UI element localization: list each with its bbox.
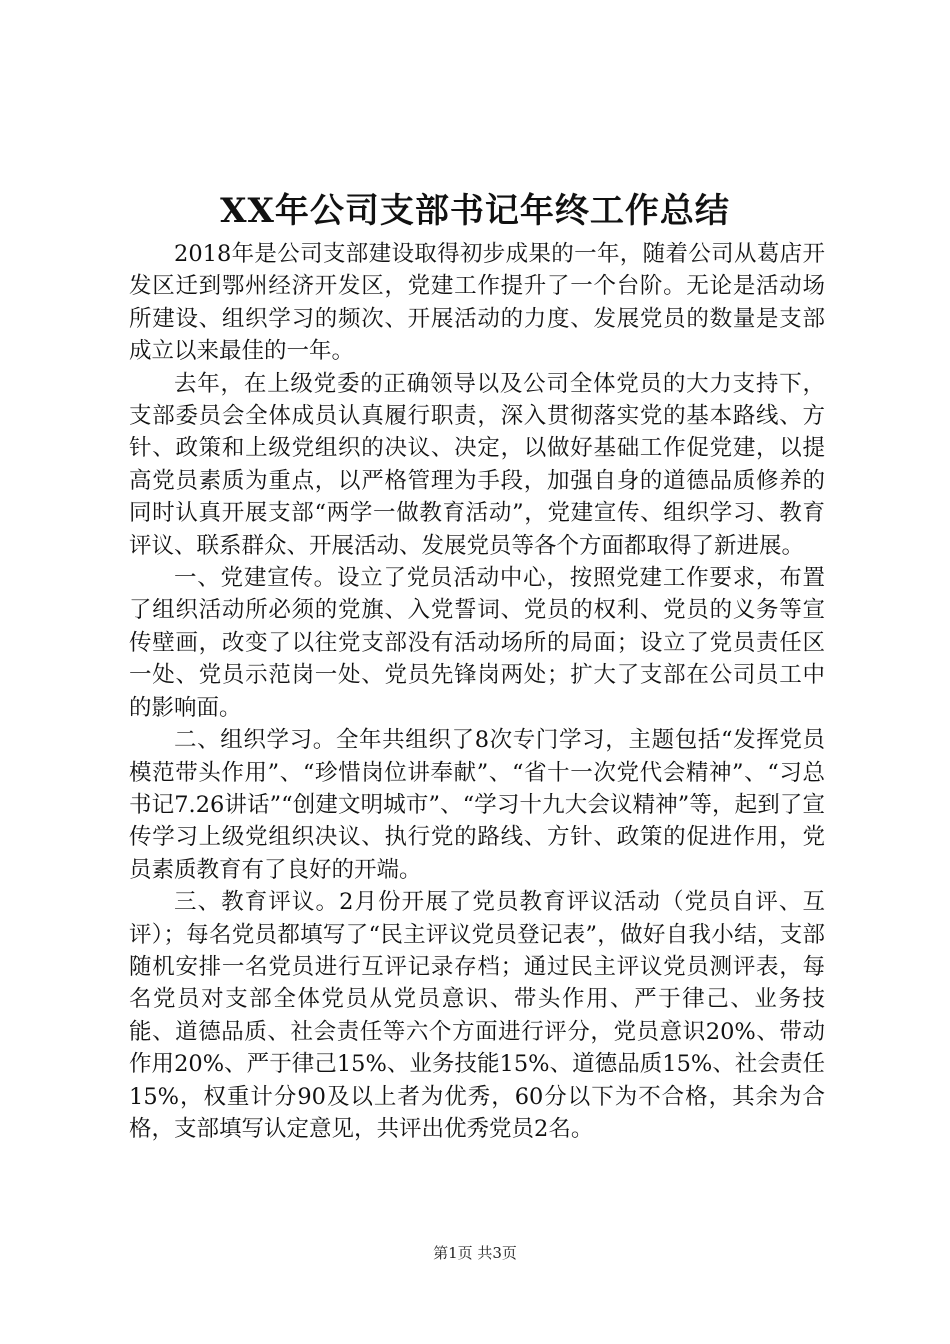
paragraph-organized-study: 二、组织学习。全年共组织了8次专门学习，主题包括“发挥党员模范带头作用”、“珍惜岗位讲奉献”、“省十一次党代会精神”、“习总书记7.26讲话”“创建文明城市”、“学习十九大会议精神”等，起到了宣传学习上级党组织决议、执行党的路线、方针、政策的促进作用，党员素质教育有了良好的开端。	[129, 727, 825, 883]
paragraph-intro: 2018年是公司支部建设取得初步成果的一年，随着公司从葛店开发区迁到鄂州经济开发区，党建工作提升了一个台阶。无论是活动场所建设、组织学习的频次、开展活动的力度、发展党员的数量是支部成立以来最佳的一年。	[129, 241, 825, 365]
document-title: XX年公司支部书记年终工作总结	[220, 191, 730, 231]
document-body	[129, 238, 825, 1145]
paragraph-education-review: 三、教育评议。2月份开展了党员教育评议活动（党员自评、互评）；每名党员都填写了“民主评议党员登记表”，做好自我小结，支部随机安排一名党员进行互评记录存档；通过民主评议党员测评表，每名党员对支部全体党员从党员意识、带头作用、严于律己、业务技能、道德品质、社会责任等六个方面进行评分，党员意识20%、带动作用20%、严于律己15%、业务技能15%、道德品质15%、社会责任15%，权重计分90及以上者为优秀，60分以下为不合格，其余为合格，支部填写认定意见，共评出优秀党员2名。	[129, 889, 825, 1142]
paragraph-party-publicity: 一、党建宣传。设立了党员活动中心，按照党建工作要求，布置了组织活动所必须的党旗、入党誓词、党员的权利、党员的义务等宣传壁画，改变了以往党支部没有活动场所的局面；设立了党员责任区一处、党员示范岗一处、党员先锋岗两处；扩大了支部在公司员工中的影响面。	[129, 565, 825, 721]
paragraph-summary: 去年，在上级党委的正确领导以及公司全体党员的大力支持下，支部委员会全体成员认真履行职责，深入贯彻落实党的基本路线、方针、政策和上级党组织的决议、决定，以做好基础工作促党建，以提高党员素质为重点，以严格管理为手段，加强自身的道德品质修养的同时认真开展支部“两学一做教育活动”，党建宣传、组织学习、教育评议、联系群众、开展活动、发展党员等各个方面都取得了新进展。	[129, 370, 825, 559]
page-footer: 第1页 共3页	[433, 1244, 517, 1262]
